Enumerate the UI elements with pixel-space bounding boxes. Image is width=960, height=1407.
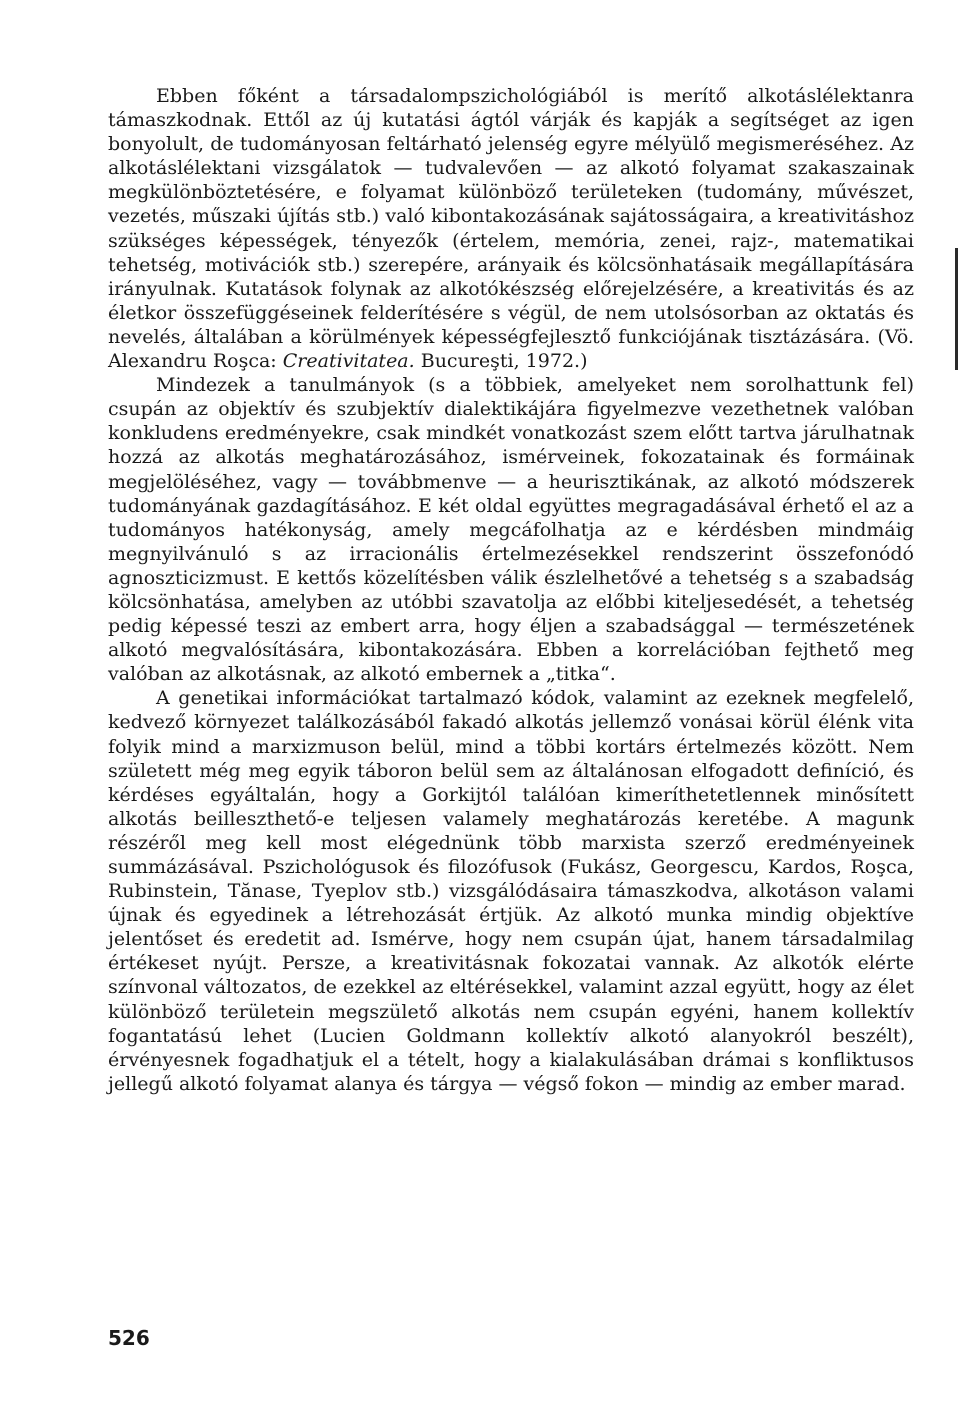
margin-line <box>955 248 958 370</box>
paragraph-1 <box>108 84 914 373</box>
paragraph-2: Mindezek a tanulmányok (s a többiek, amelyeket nem sorolhattunk fel) csupán az objektív és szubjektív dialektikájára figyelmezve vezethetnek valóban konkludens eredményekre, csak mindkét vonatkozást szem előtt tartva járulhatnak hozzá az alkotás meghatározásához, ismérveinek, fokozatainak és formáinak megjelöléséhez, vagy — továbbmenve — a heurisztikának, az alkotó módszerek tudományának gazdagításához. E két oldal együttes megragadásával érhető el az a tudományos hatékonyság, amely megcáfolhatja az e kérdésben mindmáig megnyilvánuló s az irracionális értelmezésekkel rendszerint összefonódó agnoszticizmust. E kettős közelítésben válik észlelhetővé a tehetség s a szabadság kölcsönhatása, amelyben az utóbbi szavatolja az előbbi kiteljesedését, a tehetség pedig képessé teszi az embert arra, hogy éljen a szabadsággal — természetének alkotó megvalósítására, kibontakozására. Ebben a korrelációban fejthető meg valóban az alkotásnak, az alkotó embernek a „titka“. <box>108 374 914 686</box>
cited-title: Creativitatea. <box>282 350 415 373</box>
body-text <box>108 84 914 1096</box>
paragraph-1-tail: Bucureşti, 1972.) <box>414 350 588 373</box>
paragraph-1-text: Ebben főként a társadalompszichológiából is merítő alkotáslélektanra támaszkodnak. Ettől az új kutatási ágtól várják és kapják a segítséget az igen bonyolult, de tudományosan feltárható jelenség egyre mélyülő megismeréséhez. Az alkotáslélektani vizsgálatok — tudvalevően — az alkotó folyamat szakaszainak megkülönböztetésére, e folyamat különböző területeken (tudomány, művészet, vezetés, műszaki újítás stb.) való kibontakozásának sajátosságaira, a kreativitáshoz szükséges képességek, tényezők (értelem, memória, zenei, rajz-, matematikai tehetség, motivációk stb.) szerepére, arányaik és kölcsönhatásaik megállapítására irányulnak. Kutatások folynak az alkotókészség előrejelzésére, a kreativitás és az életkor összefüggéseinek felderítésére s végül, de nem utolsósorban az oktatás és nevelés, általában a körülmények képességfejlesztő funkciójának tisztázására. (Vö. Alexandru Roşca: <box>108 85 914 373</box>
paragraph-3: A genetikai információkat tartalmazó kódok, valamint az ezeknek megfelelő, kedvező környezet találkozásából fakadó alkotás jellemző vonásai körül élénk vita folyik mind a marxizmuson belül, mind a többi kortárs értelmezés között. Nem született még meg egyik táboron belül sem az általánosan elfogadott definíció, és kérdéses egyáltalán, hogy a Gorkijtól találóan kimeríthetetlennek minősített alkotás beilleszthető-e teljesen valamely meghatározás keretébe. A magunk részéről meg kell most elégednünk több marxista szerző eredményeinek summázásával. Pszichológusok és filozófusok (Fukász, Georgescu, Kardos, Roşca, Rubinstein, Tănase, Tyeplov stb.) vizsgálódásaira támaszkodva, alkotáson valami újnak és egyedinek a létrehozását értjük. Az alkotó munka mindig objektíve jelentőset és eredetit ad. Ismérve, hogy nem csupán újat, hanem társadalmilag értékeset nyújt. Persze, a kreativitásnak fokozatai vannak. Az alkotók elérte színvonal változatos, de ezekkel az eltérésekkel, valamint azzal együtt, hogy az élet különböző területein megszülető alkotás nem csupán egyéni, hanem kollektív fogantatású lehet (Lucien Goldmann kollektív alkotó alanyokról beszélt), érvényesnek fogadhatjuk el a tételt, hogy a kialakulásában drámai s konfliktusos jellegű alkotó folyamat alanya és tárgya — végső fokon — mindig az ember marad. <box>108 687 914 1095</box>
page-number: 526 <box>108 1326 150 1350</box>
